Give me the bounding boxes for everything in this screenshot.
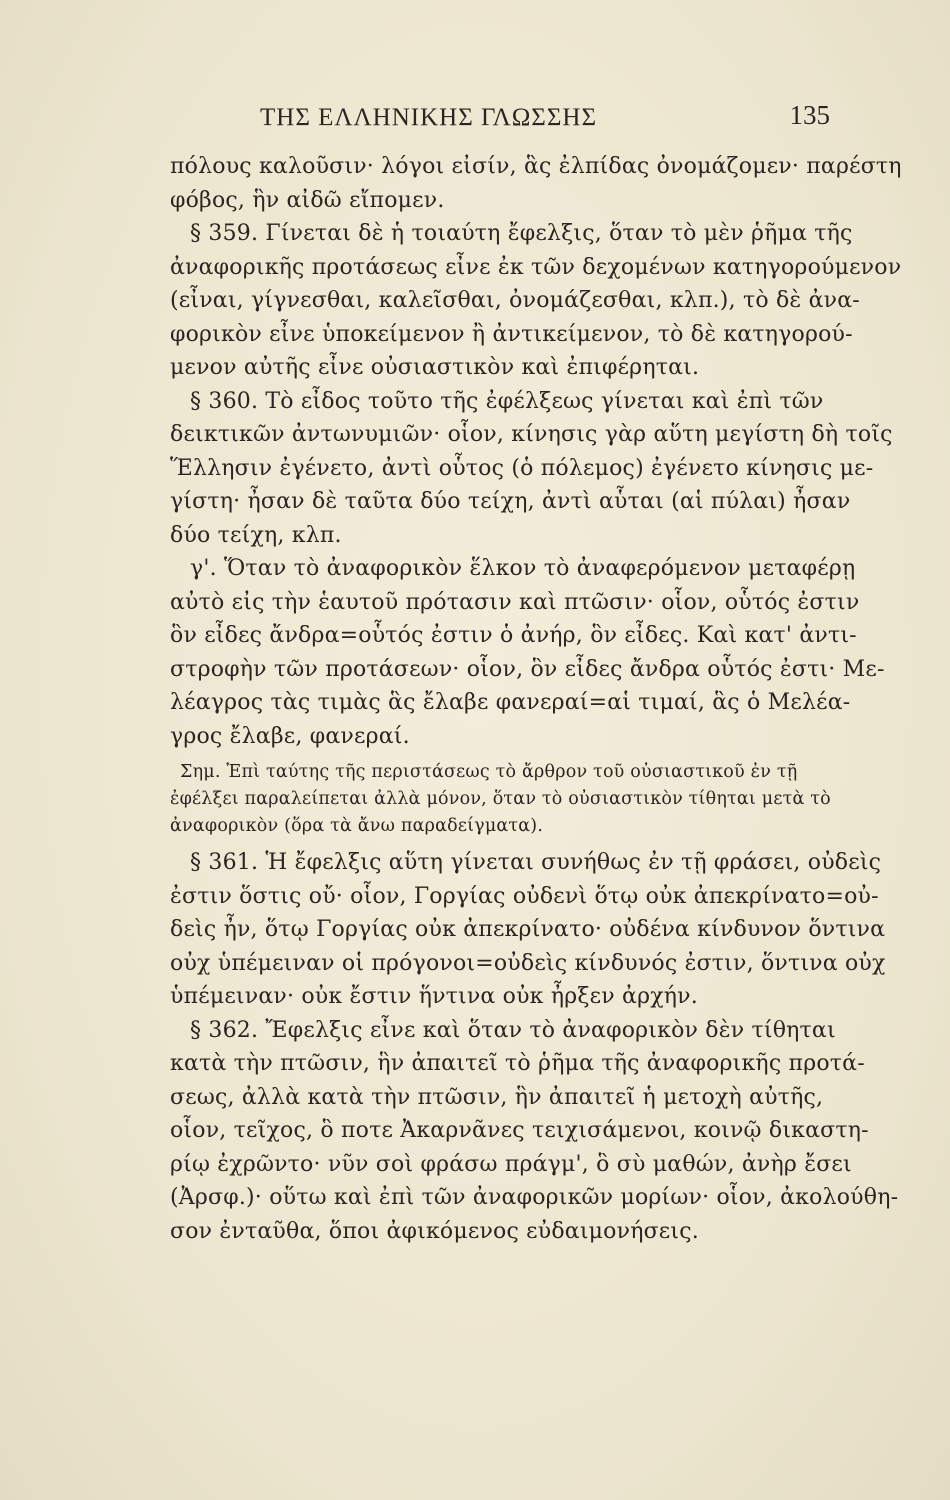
page-header (170, 100, 830, 140)
text-line: σεως, ἀλλὰ κατὰ τὴν πτῶσιν, ἣν ἀπαιτεῖ ἡ μετοχὴ αὐτῆς, (170, 1084, 824, 1110)
note-line: ἐφέλξει παραλείπεται ἀλλὰ μόνον, ὅταν τὸ οὐσιαστικὸν τίθηται μετὰ τὸ (170, 789, 831, 809)
text-line: κατὰ τὴν πτῶσιν, ἣν ἀπαιτεῖ τὸ ῥῆμα τῆς ἀναφορικῆς προτά- (170, 1051, 865, 1076)
text-line: γρος ἔλαβε, φανεραί. (170, 723, 410, 749)
text-line: δύο τείχη, κλπ. (170, 522, 342, 548)
text-line: φόβος, ἣν αἰδῶ εἴπομεν. (170, 187, 445, 213)
text-line: λέαγρος τὰς τιμὰς ἃς ἔλαβε φανεραί=αἱ τιμαί, ἃς ὁ Μελέα- (170, 690, 851, 715)
text-line: σον ἐνταῦθα, ὅποι ἀφικόμενος εὐδαιμονήσεις. (170, 1218, 699, 1244)
text-line: ἐστιν ὅστις οὔ· οἷον, Γοργίας οὐδενὶ ὅτῳ οὐκ ἀπεκρίνατο=οὐ- (170, 883, 879, 909)
text-line: Ἕλλησιν ἐγένετο, ἀντὶ οὗτος (ὁ πόλεμος) ἐγένετο κίνησις με- (170, 455, 874, 481)
text-line: στροφὴν τῶν προτάσεων· οἷον, ὃν εἶδες ἄνδρα οὗτός ἐστι· Με- (170, 656, 885, 682)
running-head: ΤΗΣ ΕΛΛΗΝΙΚΗΣ ΓΛΩΣΣΗΣ (260, 104, 597, 131)
text-line: οἷον, τεῖχος, ὃ ποτε Ἀκαρνᾶνες τειχισάμενοι, κοινῷ δικαστη- (170, 1118, 869, 1143)
body-text (170, 150, 902, 1248)
text-line: § 359. Γίνεται δὲ ἡ τοιαύτη ἔφελξις, ὅταν τὸ μὲν ῥῆμα τῆς (190, 221, 853, 246)
text-line: δεὶς ἦν, ὅτῳ Γοργίας οὐκ ἀπεκρίνατο· οὐδένα κίνδυνον ὅντινα (170, 917, 886, 942)
text-line: μενον αὐτῆς εἶνε οὐσιαστικὸν καὶ ἐπιφέρηται. (170, 355, 700, 380)
text-line: δεικτικῶν ἀντωνυμιῶν· οἷον, κίνησις γὰρ αὕτη μεγίστη δὴ τοῖς (170, 422, 893, 447)
text-line: φορικὸν εἶνε ὑποκείμενον ἢ ἀντικείμενον, τὸ δὲ κατηγορού- (170, 321, 853, 347)
text-line: (Ἀρσφ.)· οὕτω καὶ ἐπὶ τῶν ἀναφορικῶν μορίων· οἷον, ἀκολούθη- (170, 1185, 899, 1210)
text-line: (εἶναι, γίγνεσθαι, καλεῖσθαι, ὀνομάζεσθαι, κλπ.), τὸ δὲ ἀνα- (170, 288, 860, 313)
text-line: ὃν εἶδες ἄνδρα=οὗτός ἐστιν ὁ ἀνήρ, ὃν εἶδες. Καὶ κατ' ἀντι- (170, 623, 857, 648)
text-line: ρίῳ ἐχρῶντο· νῦν σοὶ φράσω πράγμ', ὃ σὺ μαθών, ἀνὴρ ἔσει (170, 1151, 852, 1177)
text-line: αὐτὸ εἰς τὴν ἑαυτοῦ πρότασιν καὶ πτῶσιν· οἷον, οὗτός ἐστιν (170, 589, 860, 615)
text-line: § 360. Τὸ εἶδος τοῦτο τῆς ἐφέλξεως γίνεται καὶ ἐπὶ τῶν (190, 388, 824, 414)
note-block (170, 759, 830, 840)
note-line: ἀναφορικὸν (ὅρα τὰ ἄνω παραδείγματα). (170, 816, 544, 836)
text-line: § 361. Ἡ ἔφελξις αὕτη γίνεται συνήθως ἐν τῇ φράσει, οὐδεὶς (190, 850, 882, 875)
text-line: γίστη· ἦσαν δὲ ταῦτα δύο τείχη, ἀντὶ αὗται (αἱ πύλαι) ἦσαν (170, 489, 851, 514)
text-line: πόλους καλοῦσιν· λόγοι εἰσίν, ἃς ἐλπίδας ὀνομάζομεν· παρέστη (170, 154, 902, 179)
text-line: ὑπέμειναν· οὐκ ἔστιν ἥντινα οὐκ ἦρξεν ἀρχήν. (170, 984, 698, 1009)
text-line: § 362. Ἔφελξις εἶνε καὶ ὅταν τὸ ἀναφορικὸν δὲν τίθηται (190, 1017, 836, 1043)
text-line: οὐχ ὑπέμειναν οἱ πρόγονοι=οὐδεὶς κίνδυνός ἐστιν, ὅντινα οὐχ (170, 950, 886, 976)
note-line: Σημ. Ἐπὶ ταύτης τῆς περιστάσεως τὸ ἄρθρον τοῦ οὐσιαστικοῦ ἐν τῇ (180, 762, 798, 782)
page-number: 135 (789, 100, 830, 130)
text-line: γ'. Ὅταν τὸ ἀναφορικὸν ἕλκον τὸ ἀναφερόμενον μεταφέρῃ (190, 556, 856, 581)
text-line: ἀναφορικῆς προτάσεως εἶνε ἐκ τῶν δεχομένων κατηγορούμενον (170, 254, 902, 280)
